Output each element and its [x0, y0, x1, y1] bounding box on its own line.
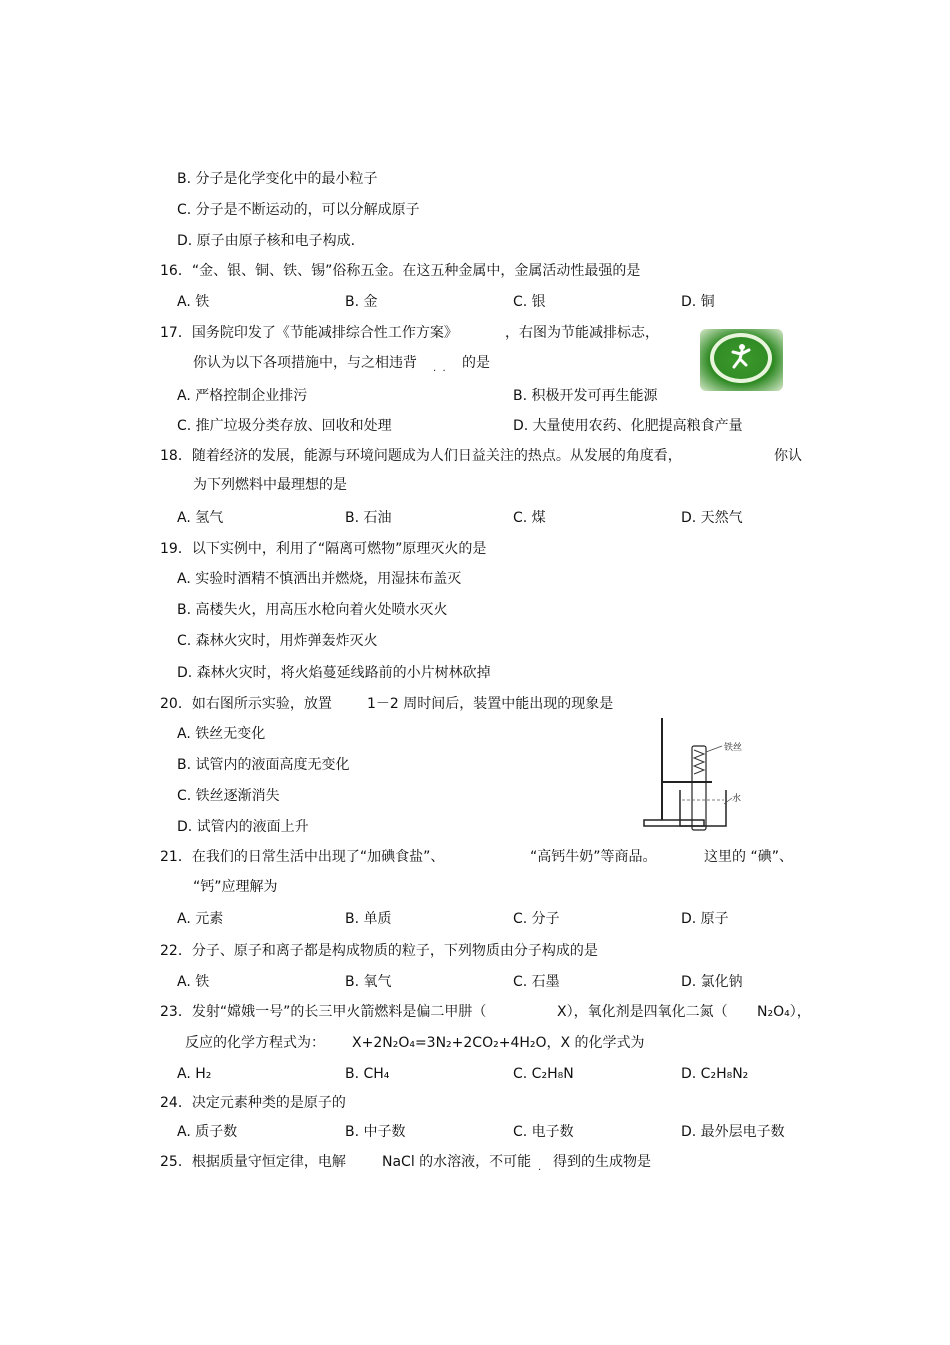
q20-stem: 20．如右图所示实验，放置 [160, 696, 332, 712]
q21-option-a: A. 元素 [177, 911, 224, 927]
q18-option-b: B. 石油 [345, 510, 392, 526]
q22-option-a: A. 铁 [177, 974, 210, 990]
q19-option-b: B. 高楼失火，用高压水枪向着火处喷水灭火 [177, 602, 448, 618]
q15-option-d: D. 原子由原子核和电子构成. [177, 233, 356, 249]
q18-stem-end: 你认 [774, 448, 802, 464]
q16-option-b: B. 金 [345, 294, 378, 310]
q21-stem: 21．在我们的日常生活中出现了“加碘食盐”、 [160, 849, 445, 865]
iron-wire-test-tube-apparatus [640, 712, 750, 832]
q17-option-d: D. 大量使用农药、化肥提高粮食产量 [513, 418, 743, 434]
q20-stem-part2: 1－2 周时间后，装置中能出现的现象是 [367, 696, 614, 712]
q17-option-c: C. 推广垃圾分类存放、回收和处理 [177, 418, 392, 434]
q17-stem-line2-end: 的是 [462, 355, 490, 371]
q20-option-a: A. 铁丝无变化 [177, 726, 266, 742]
q21-option-d: D. 原子 [681, 911, 729, 927]
q17-stem-part1: 17．国务院印发了《节能减排综合性工作方案》 [160, 325, 458, 341]
q16-option-a: A. 铁 [177, 294, 210, 310]
q24-option-b: B. 中子数 [345, 1124, 406, 1140]
q18-stem: 18．随着经济的发展，能源与环境问题成为人们日益关注的热点。从发展的角度看， [160, 448, 682, 464]
q17-stem-line2: 你认为以下各项措施中，与之相违背 [193, 355, 417, 371]
q23-option-a: A. H₂ [177, 1066, 212, 1082]
q19-option-a: A. 实验时酒精不慎洒出并燃烧，用湿抹布盖灭 [177, 571, 462, 587]
q17-option-b: B. 积极开发可再生能源 [513, 388, 658, 404]
q21-option-c: C. 分子 [513, 911, 560, 927]
q16-stem: 16．“金、银、铜、铁、锡”俗称五金。在这五种金属中，金属活动性最强的是 [160, 263, 641, 279]
q18-option-c: C. 煤 [513, 510, 546, 526]
emphasis-dot: · [538, 1165, 542, 1176]
q17-stem-part2: ，右图为节能减排标志， [505, 325, 659, 341]
q19-option-c: C. 森林火灾时，用炸弹轰炸灭火 [177, 633, 378, 649]
q16-option-c: C. 银 [513, 294, 546, 310]
q22-option-b: B. 氧气 [345, 974, 392, 990]
q23-equation: X+2N₂O₄=3N₂+2CO₂+4H₂O，X 的化学式为 [352, 1035, 645, 1051]
q23-option-d: D. C₂H₈N₂ [681, 1066, 749, 1082]
label-iron-wire: 铁丝 [724, 743, 743, 753]
q23-stem-part3: N₂O₄）， [757, 1004, 811, 1020]
q24-option-a: A. 质子数 [177, 1124, 238, 1140]
q23-option-b: B. CH₄ [345, 1066, 390, 1082]
q24-stem: 24．决定元素种类的是原子的 [160, 1095, 346, 1111]
q23-stem-part2: X），氧化剂是四氧化二氮（ [557, 1004, 728, 1020]
q19-option-d: D. 森林火灾时，将火焰蔓延线路前的小片树林砍掉 [177, 665, 491, 681]
q15-option-c: C. 分子是不断运动的，可以分解成原子 [177, 202, 420, 218]
q21-stem-line2: “钙”应理解为 [193, 879, 278, 895]
q23-option-c: C. C₂H₈N [513, 1066, 574, 1082]
energy-saving-logo [700, 329, 783, 391]
q25-stem-part2: NaCl 的水溶液，不可能 [382, 1154, 532, 1170]
q20-option-c: C. 铁丝逐渐消失 [177, 788, 280, 804]
q17-option-a: A. 严格控制企业排污 [177, 388, 308, 404]
q24-option-d: D. 最外层电子数 [681, 1124, 785, 1140]
q18-option-d: D. 天然气 [681, 510, 743, 526]
q15-option-b: B. 分子是化学变化中的最小粒子 [177, 171, 378, 187]
q23-stem: 23．发射“嫦娥一号”的长三甲火箭燃料是偏二甲肼（ [160, 1004, 487, 1020]
q20-option-b: B. 试管内的液面高度无变化 [177, 757, 350, 773]
q18-stem-line2: 为下列燃料中最理想的是 [193, 477, 347, 493]
q19-stem: 19．以下实例中，利用了“隔离可燃物”原理灭火的是 [160, 541, 487, 557]
q16-option-d: D. 铜 [681, 294, 715, 310]
label-water: 水 [732, 794, 742, 804]
q25-stem-part3: 得到的生成物是 [553, 1154, 651, 1170]
q20-option-d: D. 试管内的液面上升 [177, 819, 309, 835]
q25-stem: 25．根据质量守恒定律，电解 [160, 1154, 346, 1170]
running-figure-icon [730, 343, 752, 371]
q22-option-c: C. 石墨 [513, 974, 560, 990]
q22-stem: 22．分子、原子和离子都是构成物质的粒子，下列物质由分子构成的是 [160, 943, 598, 959]
emphasis-dots: · · [433, 366, 446, 377]
q18-option-a: A. 氢气 [177, 510, 224, 526]
q23-stem-line2: 反应的化学方程式为： [185, 1035, 325, 1051]
q21-stem-part2: “高钙牛奶”等商品。 [530, 849, 657, 865]
q22-option-d: D. 氯化钠 [681, 974, 743, 990]
q24-option-c: C. 电子数 [513, 1124, 574, 1140]
q21-stem-part3: 这里的 “碘”、 [704, 849, 793, 865]
q21-option-b: B. 单质 [345, 911, 392, 927]
